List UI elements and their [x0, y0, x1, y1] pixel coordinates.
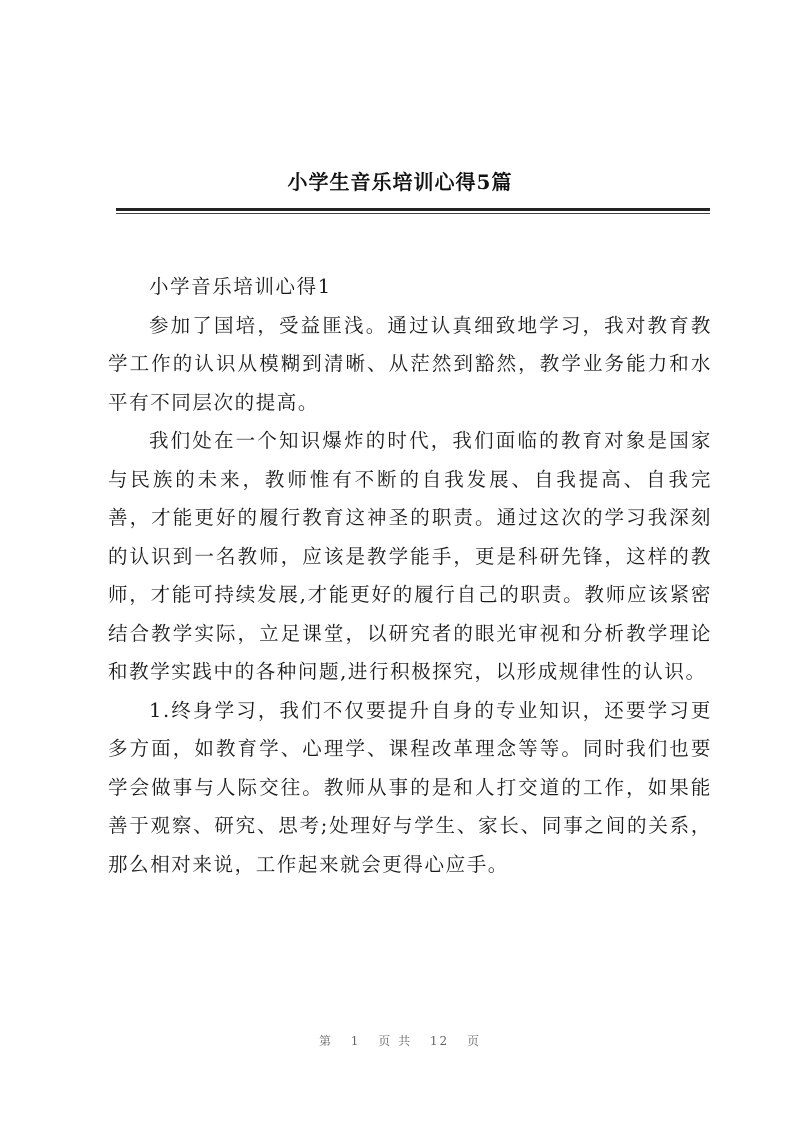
- footer-label-page: 第: [318, 1034, 333, 1048]
- paragraph: 参加了国培，受益匪浅。通过认真细致地学习，我对教育教学工作的认识从模糊到清晰、从茫然到豁然，教学业务能力和水平有不同层次的提高。: [108, 313, 712, 414]
- section-heading: 小学音乐培训心得1: [148, 275, 332, 298]
- paragraph: 我们处在一个知识爆炸的时代，我们面临的教育对象是国家与民族的未来，教师惟有不断的自我发展、自我提高、自我完善，才能更好的履行教育这神圣的职责。通过这次的学习我深刻的认识到一名教师，应该是教学能手，更是科研先锋，这样的教师，才能可持续发展,才能更好的履行自己的职责。教师应该紧密结合教学实际，立足课堂，以研究者的眼光审视和分析教学理论和教学实践中的各种问题,进行积极探究，以形成规律性的认识。: [108, 429, 712, 683]
- title-divider-thin: [116, 213, 710, 214]
- paragraph: 1.终身学习，我们不仅要提升自身的专业知识，还要学习更多方面，如教育学、心理学、课程改革理念等等。同时我们也要学会做事与人际交往。教师从事的是和人打交道的工作，如果能善于观察、研究、思考;处理好与学生、家长、同事之间的关系，那么相对来说，工作起来就会更得心应手。: [108, 698, 712, 876]
- document-title: 小学生音乐培训心得5篇: [287, 170, 513, 194]
- footer-total-pages: 12: [429, 1034, 450, 1048]
- footer-label-of: 页 共: [378, 1034, 413, 1048]
- footer-current-page: 1: [350, 1034, 361, 1048]
- title-divider: [116, 208, 710, 211]
- document-body: [108, 268, 712, 884]
- footer-label-pages: 页: [467, 1034, 482, 1048]
- page-footer: [0, 1032, 800, 1049]
